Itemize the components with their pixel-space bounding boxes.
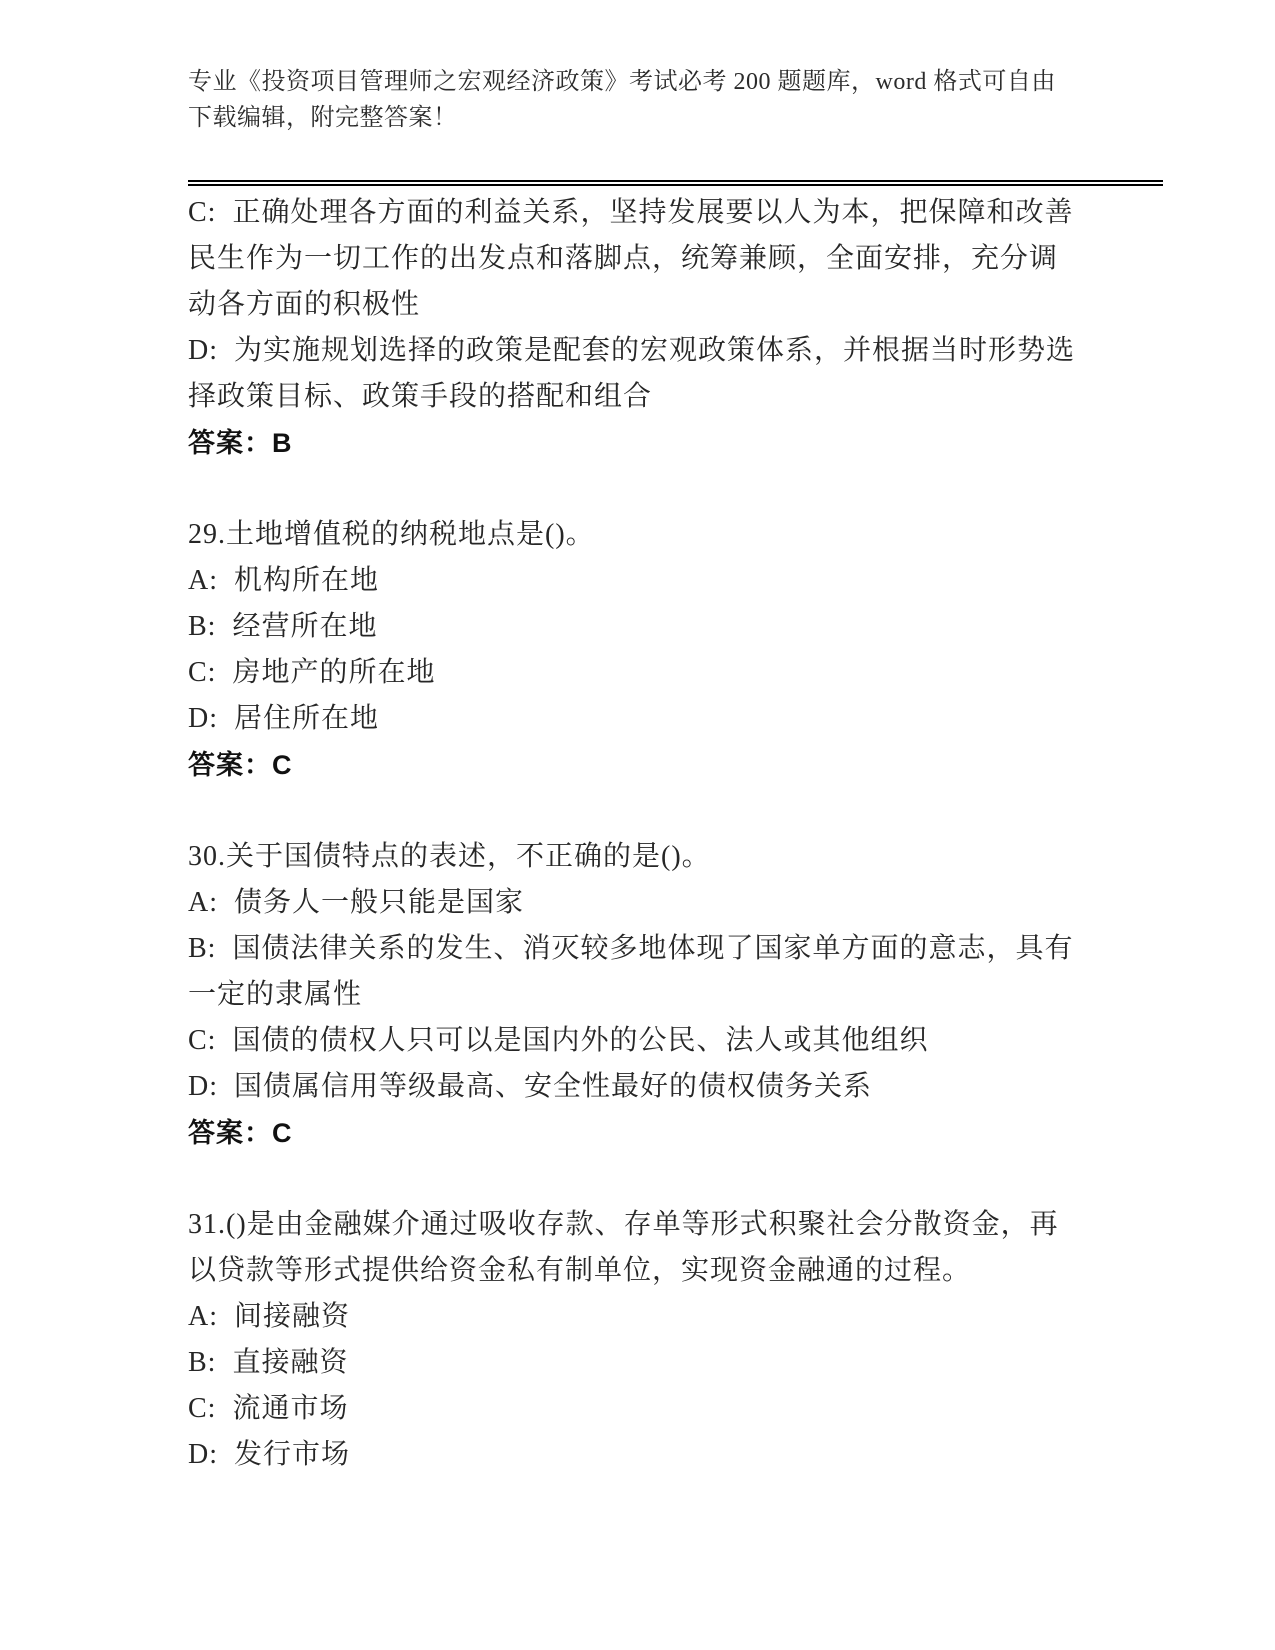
option-28-c-line-1: C: 正确处理各方面的利益关系，坚持发展要以人为本，把保障和改善 bbox=[188, 197, 1074, 228]
option-29-b: B: 经营所在地 bbox=[188, 611, 378, 642]
blank-line bbox=[188, 788, 1168, 834]
header-separator-rule bbox=[188, 180, 1163, 186]
header-line-2: 下载编辑，附完整答案！ bbox=[188, 105, 458, 131]
header-line-1: 专业《投资项目管理师之宏观经济政策》考试必考 200 题题库，word 格式可自由 bbox=[188, 69, 1056, 95]
option-29-d: D: 居住所在地 bbox=[188, 703, 380, 734]
option-28-d-line-2: 择政策目标、政策手段的搭配和组合 bbox=[188, 381, 653, 412]
option-31-d: D: 发行市场 bbox=[188, 1439, 351, 1470]
option-31-c: C: 流通市场 bbox=[188, 1393, 349, 1424]
option-30-a: A: 债务人一般只能是国家 bbox=[188, 887, 525, 918]
answer-29: 答案：C bbox=[188, 750, 293, 780]
question-31-line-1: 31.()是由金融媒介通过吸收存款、存单等形式积聚社会分散资金，再 bbox=[188, 1209, 1059, 1240]
option-30-b-line-1: B: 国债法律关系的发生、消灭较多地体现了国家单方面的意志，具有 bbox=[188, 933, 1074, 964]
question-29: 29.土地增值税的纳税地点是()。 bbox=[188, 519, 595, 550]
document-body bbox=[188, 190, 1168, 1478]
blank-line bbox=[188, 1156, 1168, 1202]
option-28-d-line-1: D: 为实施规划选择的政策是配套的宏观政策体系，并根据当时形势选 bbox=[188, 335, 1076, 366]
option-28-c-line-3: 动各方面的积极性 bbox=[188, 289, 421, 320]
option-30-b-line-2: 一定的隶属性 bbox=[188, 979, 363, 1010]
answer-30: 答案：C bbox=[188, 1118, 293, 1148]
option-30-c: C: 国债的债权人只可以是国内外的公民、法人或其他组织 bbox=[188, 1025, 929, 1056]
option-28-c-line-2: 民生作为一切工作的出发点和落脚点，统筹兼顾，全面安排，充分调 bbox=[188, 243, 1059, 274]
question-30: 30.关于国债特点的表述，不正确的是()。 bbox=[188, 841, 711, 872]
answer-28: 答案：B bbox=[188, 428, 293, 458]
option-29-a: A: 机构所在地 bbox=[188, 565, 380, 596]
question-31-line-2: 以贷款等形式提供给资金私有制单位，实现资金融通的过程。 bbox=[188, 1255, 972, 1286]
option-31-a: A: 间接融资 bbox=[188, 1301, 351, 1332]
option-31-b: B: 直接融资 bbox=[188, 1347, 349, 1378]
page-header bbox=[188, 64, 1163, 136]
option-30-d: D: 国债属信用等级最高、安全性最好的债权债务关系 bbox=[188, 1071, 873, 1102]
option-29-c: C: 房地产的所在地 bbox=[188, 657, 436, 688]
blank-line bbox=[188, 466, 1168, 512]
